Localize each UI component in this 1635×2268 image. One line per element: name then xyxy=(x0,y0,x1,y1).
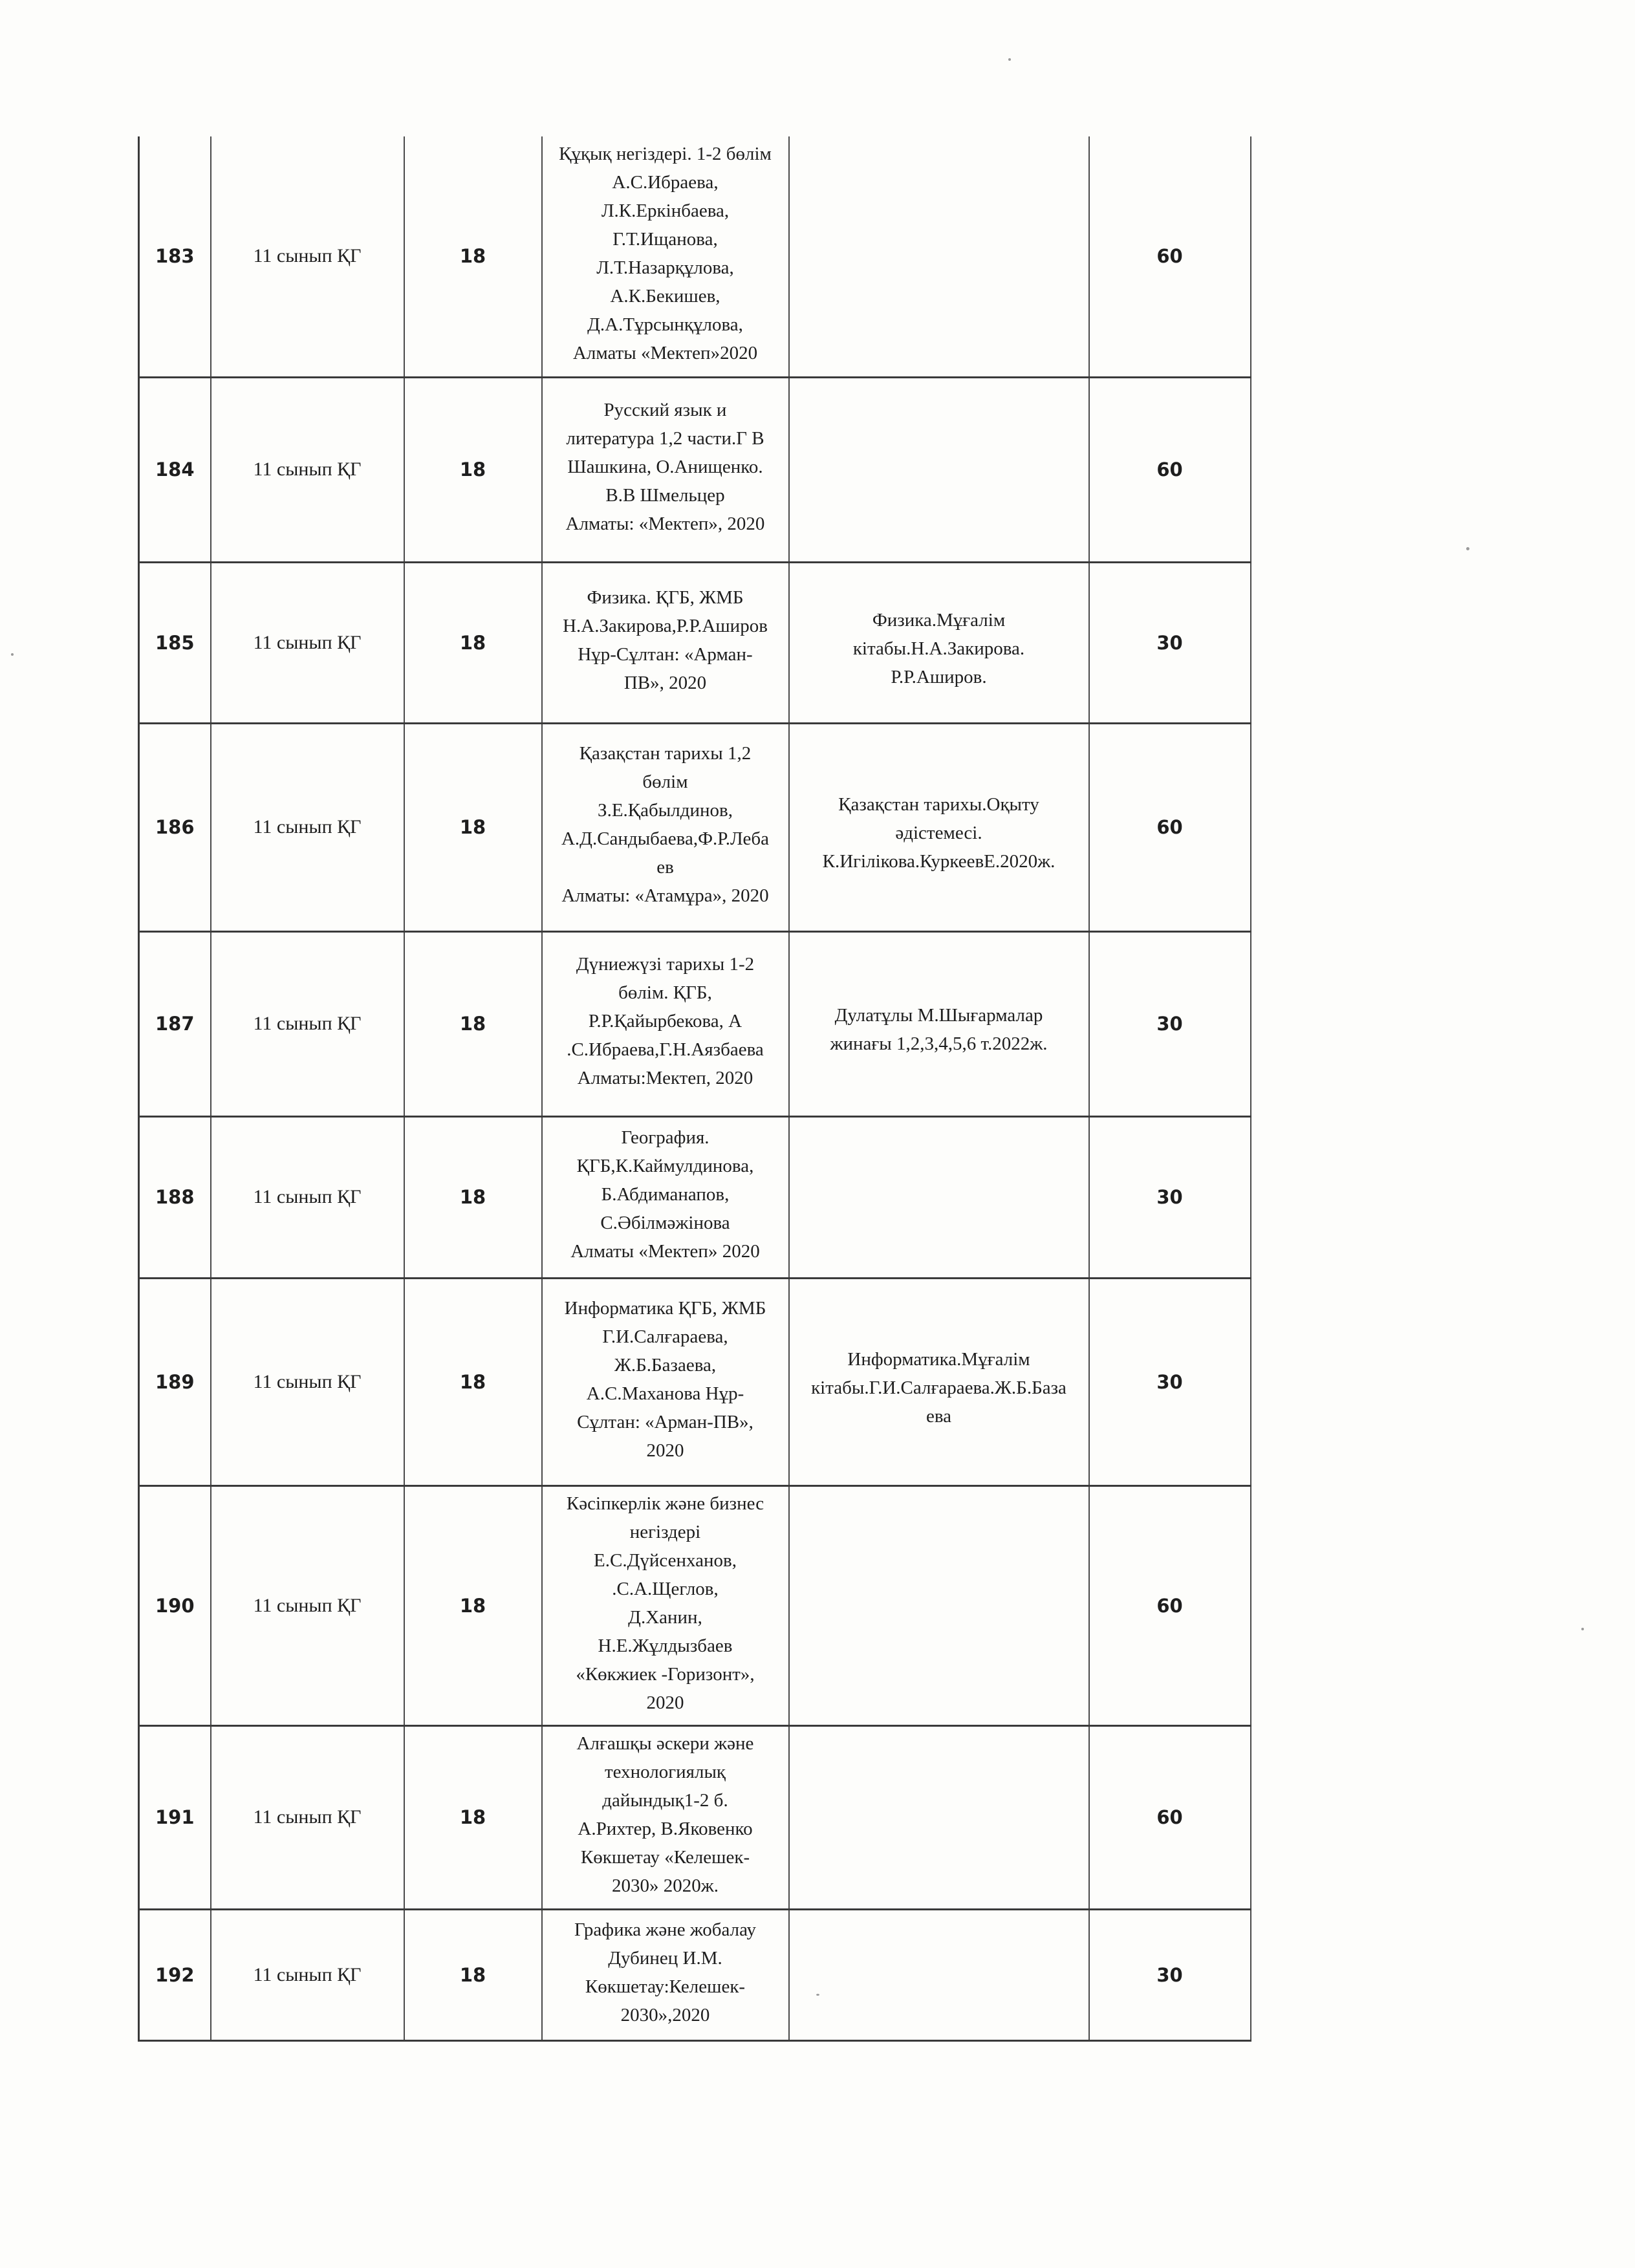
class-name-cell xyxy=(211,1116,404,1278)
student-count: 18 xyxy=(459,631,486,654)
textbook-description-line: ПВ», 2020 xyxy=(623,672,707,693)
textbook-description-line: Ж.Б.Базаева, xyxy=(614,1354,717,1376)
textbook-description-line: .С.А.Щеглов, xyxy=(612,1578,719,1599)
methodical-guide-line: Қазақстан тарихы.Оқыту xyxy=(838,794,1039,815)
textbook-description-cell xyxy=(542,136,789,377)
student-count: 18 xyxy=(459,816,486,838)
class-name-cell xyxy=(211,1909,404,2040)
textbook-description-cell xyxy=(542,931,789,1116)
copies-count-cell xyxy=(1089,1485,1251,1725)
textbook-description-line: Нұр-Сұлтан: «Арман- xyxy=(578,643,753,665)
textbook-description-line: Г.И.Салғараева, xyxy=(602,1326,728,1347)
textbook-description-line: .С.Ибраева,Г.Н.Аязбаева xyxy=(567,1039,764,1060)
row-number-cell xyxy=(139,377,211,562)
table-row xyxy=(139,136,1251,377)
methodical-guide-cell xyxy=(789,136,1089,377)
table-body xyxy=(139,136,1251,2040)
copies-count-cell xyxy=(1089,136,1251,377)
class-name-cell xyxy=(211,1278,404,1485)
textbook-description-line: Шашкина, О.Анищенко. xyxy=(567,457,763,477)
student-count: 18 xyxy=(459,1013,486,1035)
student-count: 18 xyxy=(459,1963,486,1986)
copies-count: 60 xyxy=(1156,816,1183,838)
textbook-description-line: 2030»,2020 xyxy=(620,2004,710,2025)
textbook-description-line: Сұлтан: «Арман-ПВ», xyxy=(577,1411,753,1432)
table-row xyxy=(139,1116,1251,1278)
row-number-cell xyxy=(139,136,211,377)
table-row xyxy=(139,723,1251,931)
row-number: 185 xyxy=(155,631,195,654)
methodical-guide-line: Дулатұлы М.Шығармалар xyxy=(834,1005,1043,1026)
methodical-guide-cell xyxy=(789,1485,1089,1725)
table-row xyxy=(139,1909,1251,2040)
table-row xyxy=(139,377,1251,562)
class-name-cell xyxy=(211,136,404,377)
class-name: 11 сынып ҚГ xyxy=(253,1013,362,1034)
row-number-cell xyxy=(139,931,211,1116)
table-row xyxy=(139,1725,1251,1909)
table-row xyxy=(139,1278,1251,1485)
student-count-cell xyxy=(404,377,542,562)
textbook-description-line: негіздері xyxy=(629,1521,701,1542)
textbook-description-line: В.В Шмельцер xyxy=(605,485,725,506)
textbook-description-line: С.Әбілмәжінова xyxy=(600,1213,730,1233)
methodical-guide-line: жинағы 1,2,3,4,5,6 т.2022ж. xyxy=(830,1033,1048,1054)
textbook-description-line: 2020 xyxy=(646,1692,684,1713)
textbook-description-line: 2030» 2020ж. xyxy=(611,1875,719,1896)
textbook-description-line: Алматы «Мектеп»2020 xyxy=(572,343,758,364)
methodical-guide-line: Р.Р.Аширов. xyxy=(891,666,987,687)
copies-count: 30 xyxy=(1156,631,1183,654)
student-count: 18 xyxy=(459,245,486,268)
copies-count: 30 xyxy=(1156,1963,1183,1986)
student-count-cell xyxy=(404,1278,542,1485)
copies-count-cell xyxy=(1089,377,1251,562)
student-count: 18 xyxy=(459,1806,486,1828)
class-name: 11 сынып ҚГ xyxy=(253,1963,362,1985)
textbook-description-line: 2020 xyxy=(646,1440,684,1461)
textbook-description-cell xyxy=(542,723,789,931)
methodical-guide-cell xyxy=(789,1909,1089,2040)
textbook-description-line: А.Рихтер, В.Яковенко xyxy=(578,1819,753,1839)
class-name: 11 сынып ҚГ xyxy=(253,1806,362,1828)
class-name: 11 сынып ҚГ xyxy=(253,1186,362,1207)
student-count-cell xyxy=(404,1116,542,1278)
student-count: 18 xyxy=(459,1370,486,1393)
student-count-cell xyxy=(404,931,542,1116)
scan-speck xyxy=(1581,1628,1584,1630)
textbook-description-cell xyxy=(542,1909,789,2040)
textbook-table xyxy=(138,136,1251,2042)
copies-count-cell xyxy=(1089,723,1251,931)
methodical-guide-cell xyxy=(789,562,1089,723)
textbook-description-cell xyxy=(542,562,789,723)
textbook-description-line: Информатика ҚГБ, ЖМБ xyxy=(564,1297,766,1319)
textbook-description-line: Алғашқы әскери және xyxy=(576,1733,754,1754)
table-row xyxy=(139,931,1251,1116)
student-count-cell xyxy=(404,136,542,377)
class-name: 11 сынып ҚГ xyxy=(253,631,362,653)
row-number: 183 xyxy=(155,245,195,268)
textbook-description-line: дайындық1-2 б. xyxy=(602,1790,728,1811)
copies-count: 60 xyxy=(1156,245,1183,268)
textbook-description-line: Е.С.Дүйсенханов, xyxy=(594,1550,737,1571)
methodical-guide-line: Физика.Мұғалім xyxy=(872,609,1006,631)
textbook-description-line: Көкшетау «Келешек- xyxy=(580,1847,750,1868)
textbook-description-line: Алматы: «Мектеп», 2020 xyxy=(565,513,765,534)
student-count-cell xyxy=(404,562,542,723)
textbook-description-line: А.К.Бекишев, xyxy=(610,286,720,307)
student-count: 18 xyxy=(459,459,486,481)
textbook-description-line: З.Е.Қабылдинов, xyxy=(598,800,733,821)
student-count: 18 xyxy=(459,1594,486,1617)
methodical-guide-line: К.Игілікова.КуркеевЕ.2020ж. xyxy=(822,851,1056,872)
textbook-description-cell xyxy=(542,1116,789,1278)
row-number-cell xyxy=(139,723,211,931)
class-name: 11 сынып ҚГ xyxy=(253,1370,362,1392)
row-number-cell xyxy=(139,1725,211,1909)
textbook-description-line: Л.Т.Назарқұлова, xyxy=(596,257,734,279)
copies-count: 30 xyxy=(1156,1370,1183,1393)
scan-speck xyxy=(816,1994,819,1996)
methodical-guide-cell xyxy=(789,723,1089,931)
methodical-guide-cell xyxy=(789,377,1089,562)
textbook-description-cell xyxy=(542,377,789,562)
row-number-cell xyxy=(139,1278,211,1485)
scan-speck xyxy=(11,653,14,656)
textbook-description-line: А.Д.Сандыбаева,Ф.Р.Леба xyxy=(561,828,769,849)
textbook-description-cell xyxy=(542,1485,789,1725)
textbook-description-line: Көкшетау:Келешек- xyxy=(585,1976,746,1997)
textbook-description-line: литература 1,2 части.Г В xyxy=(566,428,764,449)
table-row xyxy=(139,562,1251,723)
row-number-cell xyxy=(139,562,211,723)
textbook-description-line: Алматы «Мектеп» 2020 xyxy=(570,1241,760,1262)
textbook-description-line: Д.Ханин, xyxy=(628,1606,702,1628)
copies-count: 30 xyxy=(1156,1013,1183,1035)
class-name-cell xyxy=(211,931,404,1116)
textbook-description-line: Кәсіпкерлік және бизнес xyxy=(566,1493,764,1514)
textbook-description-line: бөлім xyxy=(642,772,688,792)
copies-count: 60 xyxy=(1156,1594,1183,1617)
textbook-description-line: А.С.Ибраева, xyxy=(612,172,719,193)
class-name: 11 сынып ҚГ xyxy=(253,816,362,837)
textbook-description-line: Б.Абдиманапов, xyxy=(601,1184,730,1205)
textbook-description-line: «Көкжиек -Горизонт», xyxy=(576,1663,755,1685)
methodical-guide-line: әдістемесі. xyxy=(895,823,982,843)
row-number: 184 xyxy=(155,459,195,481)
row-number: 187 xyxy=(155,1013,195,1035)
textbook-description-line: Алматы: «Атамұра», 2020 xyxy=(561,885,769,906)
row-number: 192 xyxy=(155,1963,195,1986)
textbook-description-line: Дүниежүзі тарихы 1-2 xyxy=(576,954,755,975)
textbook-description-line: Р.Р.Қайырбекова, А xyxy=(588,1011,742,1031)
textbook-description-line: Құқық негіздері. 1-2 бөлім xyxy=(559,144,772,165)
scan-speck xyxy=(1008,58,1011,61)
student-count-cell xyxy=(404,1725,542,1909)
textbook-description-line: Н.А.Закирова,Р.Р.Аширов xyxy=(563,615,768,636)
methodical-guide-line: Информатика.Мұғалім xyxy=(847,1348,1030,1370)
textbook-description-line: бөлім. ҚГБ, xyxy=(618,982,712,1003)
table-row xyxy=(139,1485,1251,1725)
textbook-description-line: Л.К.Еркінбаева, xyxy=(601,200,730,222)
methodical-guide-line: ева xyxy=(926,1405,952,1427)
copies-count: 60 xyxy=(1156,1806,1183,1828)
textbook-description-line: Г.Т.Ищанова, xyxy=(612,229,718,250)
copies-count-cell xyxy=(1089,1116,1251,1278)
class-name: 11 сынып ҚГ xyxy=(253,245,362,267)
row-number: 191 xyxy=(155,1806,195,1828)
copies-count-cell xyxy=(1089,1278,1251,1485)
copies-count: 60 xyxy=(1156,459,1183,481)
scan-speck xyxy=(1466,547,1469,550)
textbook-description-line: Дубинец И.М. xyxy=(608,1947,722,1969)
methodical-guide-cell xyxy=(789,1725,1089,1909)
textbook-description-line: ҚГБ,К.Каймулдинова, xyxy=(576,1156,754,1176)
copies-count-cell xyxy=(1089,562,1251,723)
row-number: 186 xyxy=(155,816,195,838)
textbook-description-cell xyxy=(542,1278,789,1485)
class-name: 11 сынып ҚГ xyxy=(253,459,362,480)
methodical-guide-line: кітабы.Г.И.Салғараева.Ж.Б.База xyxy=(811,1377,1067,1398)
textbook-description-line: Н.Е.Жұлдызбаев xyxy=(598,1635,733,1656)
student-count-cell xyxy=(404,723,542,931)
methodical-guide-line: кітабы.Н.А.Закирова. xyxy=(852,638,1025,659)
textbook-description-line: ев xyxy=(656,857,674,878)
textbook-description-line: Алматы:Мектеп, 2020 xyxy=(577,1068,753,1088)
class-name-cell xyxy=(211,562,404,723)
row-number: 188 xyxy=(155,1186,195,1208)
class-name-cell xyxy=(211,377,404,562)
row-number-cell xyxy=(139,1909,211,2040)
row-number: 189 xyxy=(155,1370,195,1393)
class-name-cell xyxy=(211,1725,404,1909)
textbook-description-line: Д.А.Тұрсынқұлова, xyxy=(587,314,743,336)
student-count: 18 xyxy=(459,1186,486,1208)
textbook-description-line: Русский язык и xyxy=(603,400,727,420)
class-name-cell xyxy=(211,723,404,931)
textbook-description-line: А.С.Маханова Нұр- xyxy=(586,1383,744,1404)
textbook-description-line: География. xyxy=(621,1127,709,1148)
methodical-guide-cell xyxy=(789,1116,1089,1278)
copies-count: 30 xyxy=(1156,1186,1183,1208)
textbook-description-line: Графика және жобалау xyxy=(574,1919,756,1940)
textbook-description-line: Қазақстан тарихы 1,2 xyxy=(579,743,752,764)
student-count-cell xyxy=(404,1485,542,1725)
methodical-guide-cell xyxy=(789,1278,1089,1485)
textbook-description-line: Физика. ҚГБ, ЖМБ xyxy=(587,587,744,608)
class-name-cell xyxy=(211,1485,404,1725)
student-count-cell xyxy=(404,1909,542,2040)
copies-count-cell xyxy=(1089,931,1251,1116)
row-number: 190 xyxy=(155,1594,195,1617)
copies-count-cell xyxy=(1089,1909,1251,2040)
row-number-cell xyxy=(139,1116,211,1278)
class-name: 11 сынып ҚГ xyxy=(253,1594,362,1616)
textbook-description-line: технологиялық xyxy=(604,1762,726,1782)
textbook-description-cell xyxy=(542,1725,789,1909)
methodical-guide-cell xyxy=(789,931,1089,1116)
copies-count-cell xyxy=(1089,1725,1251,1909)
row-number-cell xyxy=(139,1485,211,1725)
